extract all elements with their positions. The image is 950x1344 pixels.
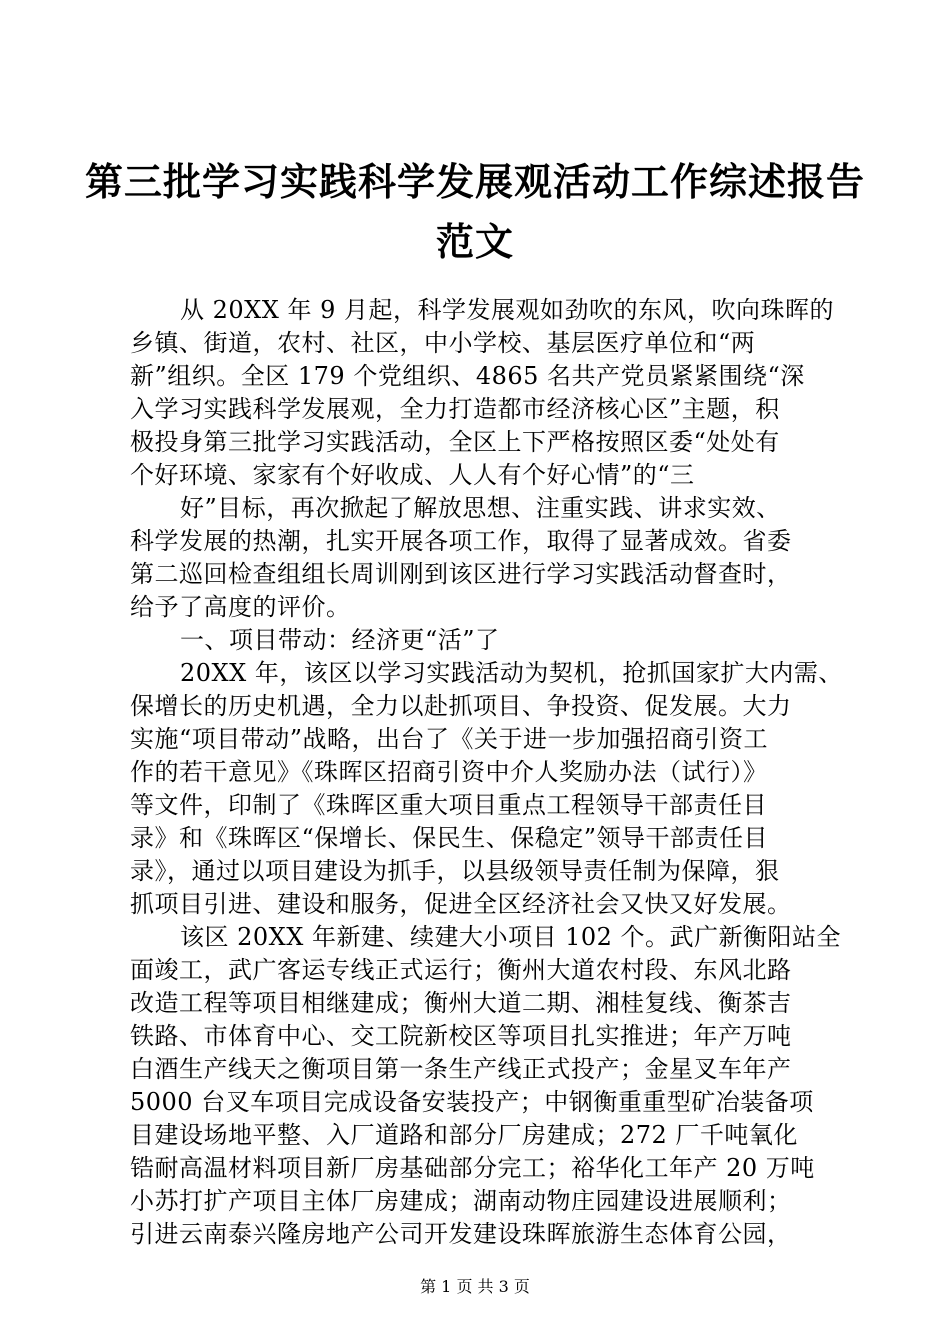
- body-line: 入学习实践科学发展观，全力打造都市经济核心区”主题，积: [130, 395, 780, 423]
- body-line: 乡镇、街道，农村、社区，中小学校、基层医疗单位和“两: [130, 329, 756, 357]
- body-line: 铁路、市体育中心、交工院新校区等项目扎实推进；年产万吨: [130, 1022, 792, 1050]
- body-line: 该区 20XX 年新建、续建大小项目 102 个。武广新衡阳站全: [180, 923, 842, 951]
- body-line: 目建设场地平整、入厂道路和部分厂房建成；272 厂千吨氧化: [130, 1121, 798, 1149]
- body-line: 第二巡回检查组组长周训刚到该区进行学习实践活动督查时，: [130, 560, 792, 588]
- body-line: 等文件，印制了《珠晖区重大项目重点工程领导干部责任目: [130, 791, 767, 819]
- body-line: 作的若干意见》《珠晖区招商引资中介人奖励办法（试行）》: [130, 758, 768, 786]
- page-number-footer: 第 1 页 共 3 页: [420, 1277, 530, 1296]
- body-line: 从 20XX 年 9 月起，科学发展观如劲吹的东风，吹向珠晖的: [180, 296, 834, 324]
- body-line: 面竣工，武广客运专线正式运行；衡州大道农村段、东风北路: [130, 956, 792, 984]
- body-line: 给予了高度的评价。: [130, 593, 351, 621]
- body-line: 录》和《珠晖区“保增长、保民生、保稳定”领导干部责任目: [130, 824, 769, 852]
- body-line: 个好环境、家家有个好收成、人人有个好心情”的“三: [130, 461, 695, 489]
- body-line: 新”组织。全区 179 个党组织、4865 名共产党员紧紧围绕“深: [130, 362, 805, 390]
- body-line: 改造工程等项目相继建成；衡州大道二期、湘桂复线、衡茶吉: [130, 989, 792, 1017]
- body-line: 小苏打扩产项目主体厂房建成；湖南动物庄园建设进展顺利；: [130, 1187, 792, 1215]
- body-line: 极投身第三批学习实践活动，全区上下严格按照区委“处处有: [130, 428, 780, 456]
- section-heading: 一、项目带动：经济更“活”了: [180, 626, 500, 654]
- body-line: 20XX 年，该区以学习实践活动为契机，抢抓国家扩大内需、: [180, 659, 843, 687]
- body-line: 5000 台叉车项目完成设备安装投产；中钢衡重重型矿冶装备项: [130, 1088, 814, 1116]
- body-line: 录》，通过以项目建设为抓手，以县级领导责任制为保障，狠: [130, 857, 780, 885]
- body-line: 实施“项目带动”战略，出台了《关于进一步加强招商引资工: [130, 725, 769, 753]
- body-line: 科学发展的热潮，扎实开展各项工作，取得了显著成效。省委: [130, 527, 792, 555]
- body-line: 引进云南泰兴隆房地产公司开发建设珠晖旅游生态体育公园，: [130, 1220, 792, 1248]
- title-line-1: 第三批学习实践科学发展观活动工作综述报告: [84, 159, 865, 204]
- body-line: 白酒生产线天之衡项目第一条生产线正式投产；金星叉车年产: [130, 1055, 792, 1083]
- body-line: 保增长的历史机遇，全力以赴抓项目、争投资、促发展。大力: [130, 692, 792, 720]
- body-line: 抓项目引进、建设和服务，促进全区经济社会又快又好发展。: [130, 890, 792, 918]
- body-line: 锆耐高温材料项目新厂房基础部分完工；裕华化工年产 20 万吨: [130, 1154, 815, 1182]
- title-line-2: 范文: [435, 219, 514, 264]
- body-line: 好”目标，再次掀起了解放思想、注重实践、讲求实效、: [180, 494, 781, 522]
